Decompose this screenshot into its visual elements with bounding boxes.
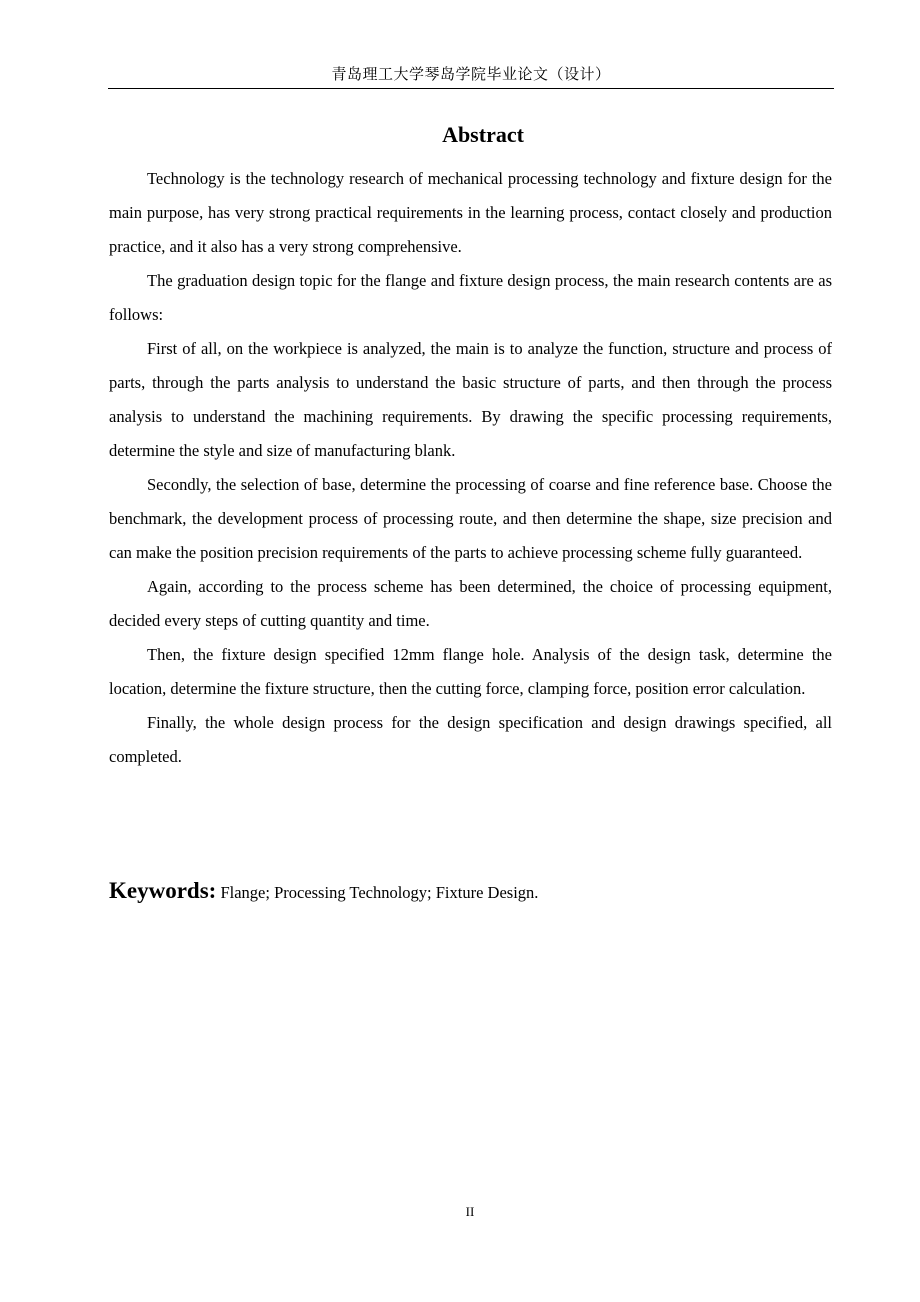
keywords-text: Flange; Processing Technology; Fixture Design. (220, 883, 539, 902)
running-header-title: 青岛理工大学琴岛学院毕业论文（设计） (331, 65, 611, 83)
keywords-label: Keywords: (109, 878, 217, 903)
abstract-paragraph-1: Technology is the technology research of mechanical processing technology and fixture design for the main purpose, has very strong practical requirements in the learning process, contact closely and production practice, and it also has a very strong comprehensive. (109, 169, 832, 256)
abstract-paragraph-4: Secondly, the selection of base, determine the processing of coarse and fine reference base. Choose the benchmark, the development process of processing route, and then determine the shape, size precision and can make the position precision requirements of the parts to achieve processing scheme fully guaranteed. (109, 475, 832, 562)
page-number: II (465, 1204, 475, 1219)
abstract-body (109, 162, 832, 774)
abstract-paragraph-2: The graduation design topic for the flange and fixture design process, the main research contents are as follows: (109, 271, 832, 324)
header-divider (108, 88, 834, 89)
keywords-line (109, 874, 849, 910)
abstract-paragraph-3: First of all, on the workpiece is analyzed, the main is to analyze the function, structure and process of parts, through the parts analysis to understand the basic structure of parts, and then through the process analysis to understand the machining requirements. By drawing the specific processing requirements, determine the style and size of manufacturing blank. (109, 339, 832, 460)
abstract-heading: Abstract (442, 122, 524, 147)
abstract-paragraph-7: Finally, the whole design process for the design specification and design drawings specified, all completed. (109, 713, 832, 766)
abstract-paragraph-5: Again, according to the process scheme has been determined, the choice of processing equipment, decided every steps of cutting quantity and time. (109, 577, 832, 630)
abstract-paragraph-6: Then, the fixture design specified 12mm flange hole. Analysis of the design task, determine the location, determine the fixture structure, then the cutting force, clamping force, position error calculation. (109, 645, 832, 698)
